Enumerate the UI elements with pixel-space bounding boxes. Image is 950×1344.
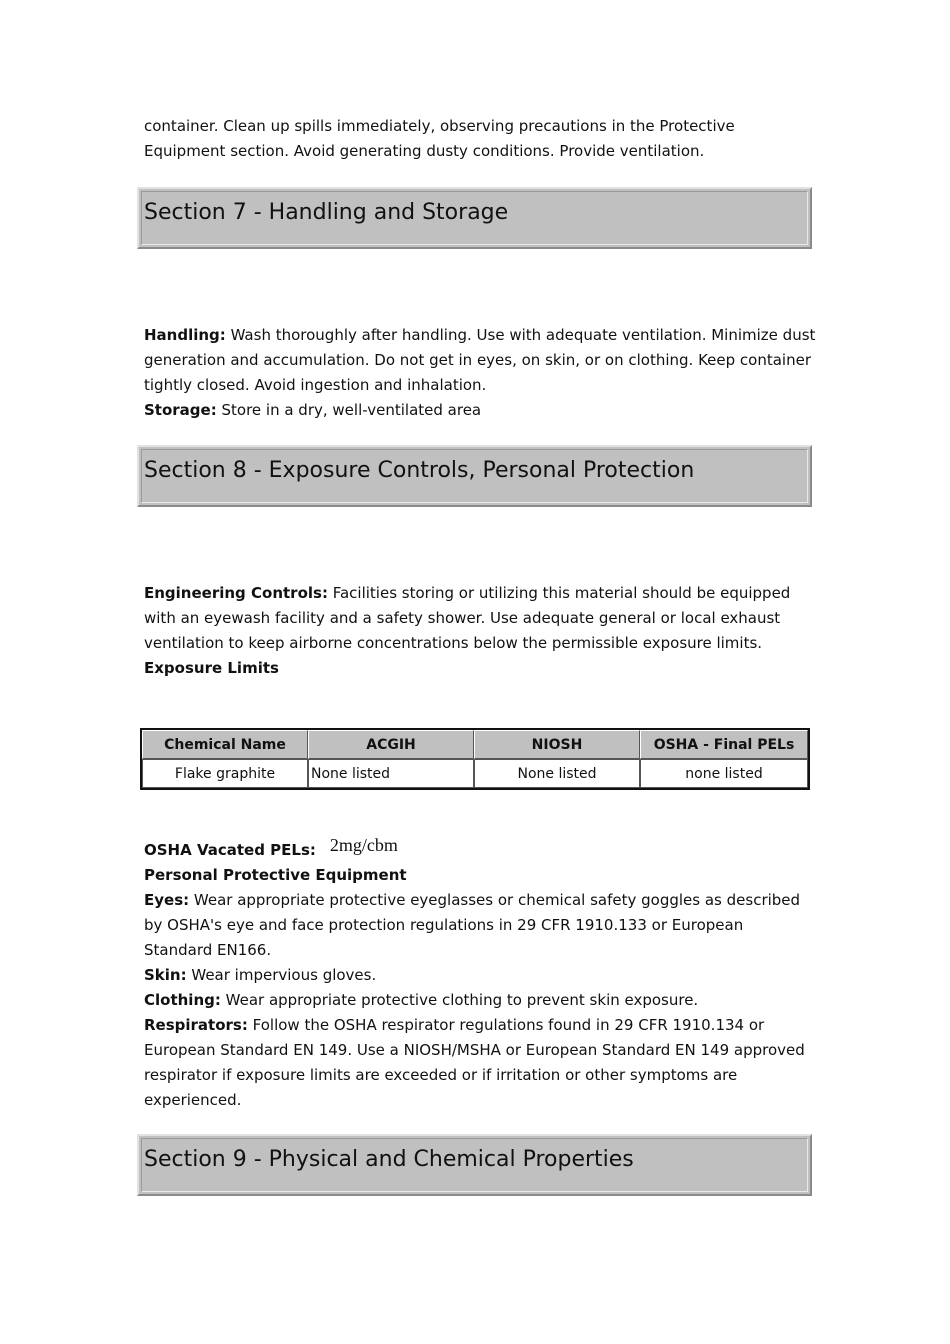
skin-text: Wear impervious gloves.	[186, 966, 377, 984]
exposure-limits-table	[140, 728, 810, 790]
cell-osha-final-pels: none listed	[640, 759, 808, 788]
osha-vacated-value: 2mg/cbm	[329, 835, 398, 855]
engineering-text: Facilities storing or utilizing this material should be equipped with an eyewash facility and a safety shower. Use adequate general or local exhaust ventilation to keep airborne concentrations below the permissible exposure limits.	[144, 584, 791, 652]
handling-storage-paragraph	[144, 323, 816, 423]
col-chemical-name: Chemical Name	[142, 730, 308, 759]
handling-text: Wash thoroughly after handling. Use with adequate ventilation. Minimize dust generation and accumulation. Do not get in eyes, on skin, or on clothing. Keep container tightly closed. Avoid ingestion and inhalation.	[144, 326, 816, 394]
col-acgih: ACGIH	[308, 730, 474, 759]
clothing-label: Clothing:	[144, 991, 221, 1009]
clothing-text: Wear appropriate protective clothing to prevent skin exposure.	[220, 991, 699, 1009]
section-8-header	[137, 445, 812, 507]
table-header-row	[142, 730, 808, 759]
osha-vacated-label: OSHA Vacated PELs:	[144, 841, 316, 859]
eyes-text: Wear appropriate protective eyeglasses or chemical safety goggles as described by OSHA's eye and face protection regulations in 29 CFR 1910.133 or European Standard EN166.	[144, 891, 801, 959]
col-osha-final-pels: OSHA - Final PELs	[640, 730, 808, 759]
cell-chemical-name: Flake graphite	[142, 759, 308, 788]
section-9-title: Section 9 - Physical and Chemical Properties	[144, 1147, 634, 1172]
intro-text: container. Clean up spills immediately, observing precautions in the Protective Equipment section. Avoid generating dusty conditions. Provide ventilation.	[144, 117, 735, 160]
storage-text: Store in a dry, well-ventilated area	[216, 401, 482, 419]
ppe-label: Personal Protective Equipment	[144, 866, 407, 884]
section-8-title: Section 8 - Exposure Controls, Personal Protection	[144, 458, 695, 483]
storage-label: Storage:	[144, 401, 217, 419]
engineering-label: Engineering Controls:	[144, 584, 328, 602]
ppe-paragraph	[144, 837, 816, 1113]
handling-label: Handling:	[144, 326, 226, 344]
exposure-limits-label: Exposure Limits	[144, 659, 279, 677]
col-niosh: NIOSH	[474, 730, 640, 759]
respirators-text: Follow the OSHA respirator regulations found in 29 CFR 1910.134 or European Standard EN 149. Use a NIOSH/MSHA or European Standard EN 149 approved respirator if exposure limits are exceeded or if irritation or other symptoms are experienced.	[144, 1016, 805, 1109]
intro-paragraph	[144, 114, 816, 164]
engineering-paragraph	[144, 581, 816, 681]
section-9-header	[137, 1134, 812, 1196]
table-row	[142, 759, 808, 788]
cell-niosh: None listed	[474, 759, 640, 788]
skin-label: Skin:	[144, 966, 187, 984]
respirators-label: Respirators:	[144, 1016, 248, 1034]
eyes-label: Eyes:	[144, 891, 190, 909]
section-7-title: Section 7 - Handling and Storage	[144, 200, 509, 225]
section-7-header	[137, 187, 812, 249]
cell-acgih: None listed	[308, 759, 474, 788]
